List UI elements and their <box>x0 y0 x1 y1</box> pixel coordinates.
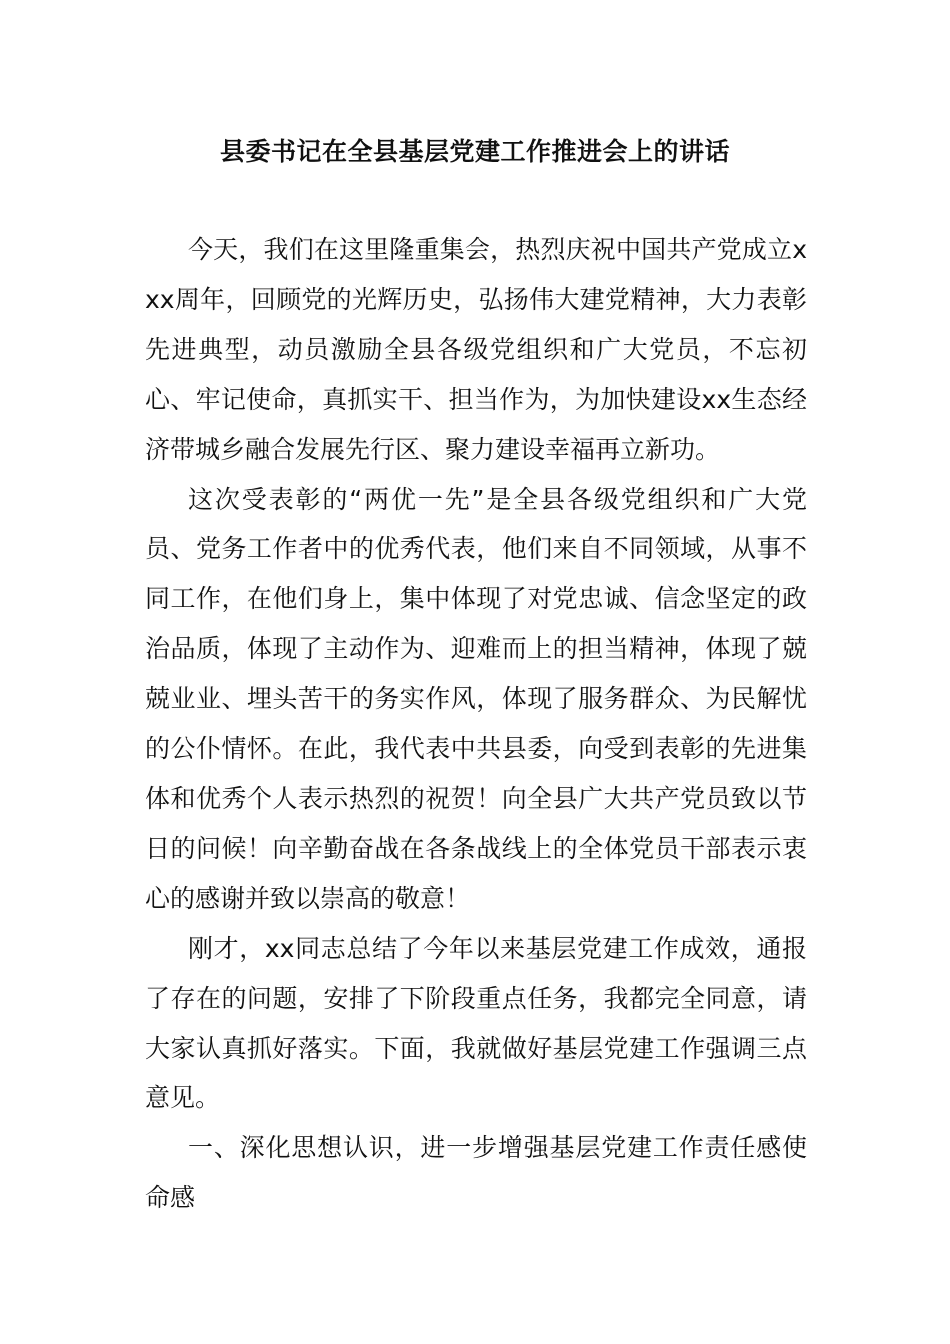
paragraph-transition: 刚才，xx同志总结了今年以来基层党建工作成效，通报了存在的问题，安排了下阶段重点任务，我都完全同意，请大家认真抓好落实。下面，我就做好基层党建工作强调三点意见。 <box>145 933 807 1113</box>
document-title: 县委书记在全县基层党建工作推进会上的讲话 <box>219 137 730 166</box>
document-body <box>145 225 807 1223</box>
section-heading-one: 一、深化思想认识，进一步增强基层党建工作责任感使命感 <box>145 1133 807 1213</box>
paragraph-opening: 今天，我们在这里隆重集会，热烈庆祝中国共产党成立xxx周年，回顾党的光辉历史，弘扬伟大建党精神，大力表彰先进典型，动员激励全县各级党组织和广大党员，不忘初心、牢记使命，真抓实干、担当作为，为加快建设xx生态经济带城乡融合发展先行区、聚力建设幸福再立新功。 <box>145 235 807 464</box>
paragraph-commendation: 这次受表彰的“两优一先”是全县各级党组织和广大党员、党务工作者中的优秀代表，他们来自不同领域，从事不同工作，在他们身上，集中体现了对党忠诚、信念坚定的政治品质，体现了主动作为、迎难而上的担当精神，体现了兢兢业业、埋头苦干的务实作风，体现了服务群众、为民解忧的公仆情怀。在此，我代表中共县委，向受到表彰的先进集体和优秀个人表示热烈的祝贺！向全县广大共产党员致以节日的问候！向辛勤奋战在各条战线上的全体党员干部表示衷心的感谢并致以崇高的敬意！ <box>145 484 807 913</box>
